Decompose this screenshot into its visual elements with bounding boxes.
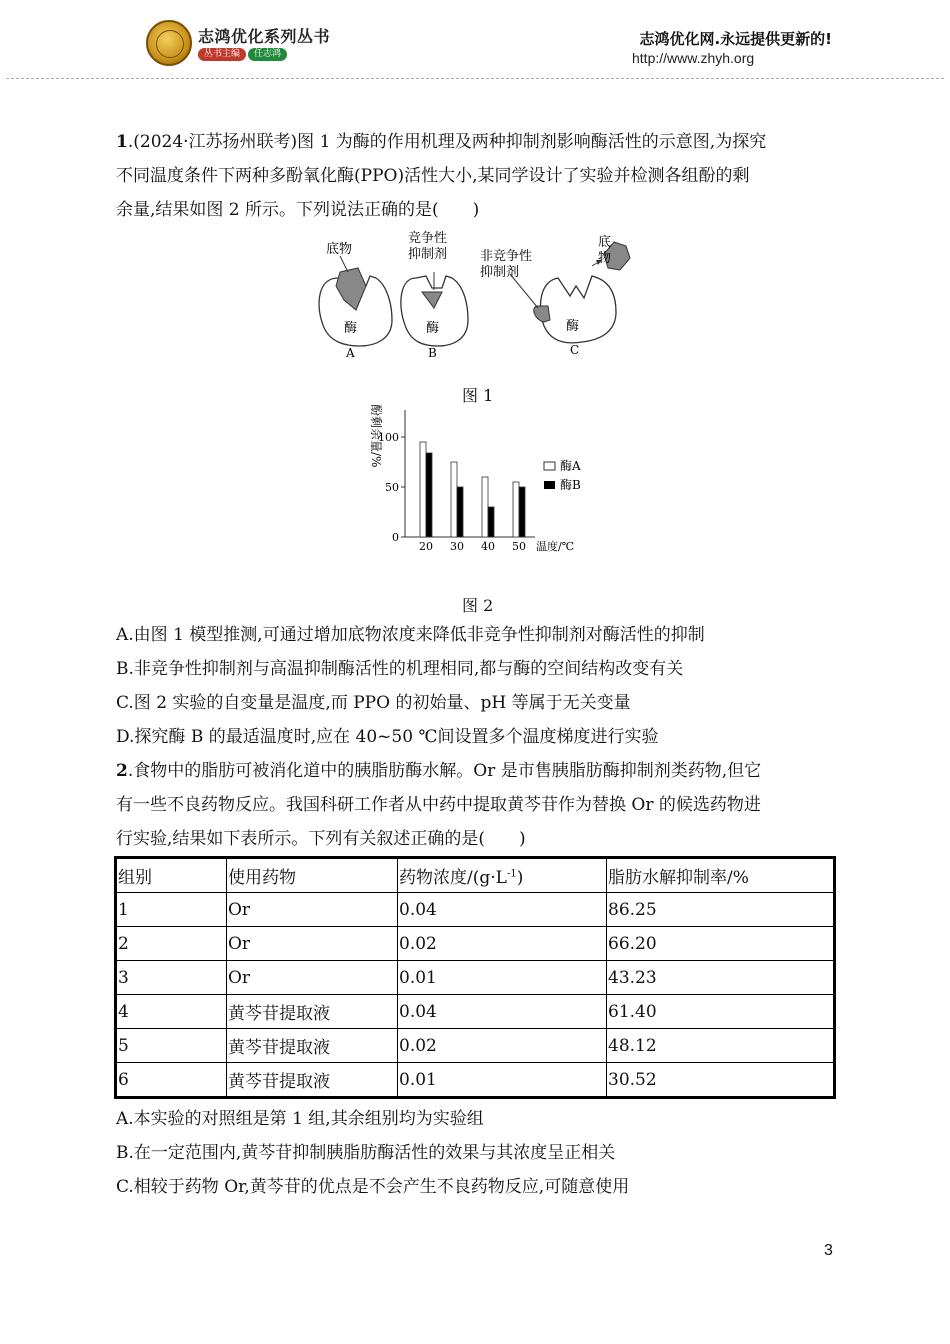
figure-1-caption: 图 1 — [462, 386, 494, 405]
table-cell: Or — [227, 961, 398, 995]
q2-line-1: 2.食物中的脂肪可被消化道中的胰脂肪酶水解。Or 是市售胰脂肪酶抑制剂类药物,但它 — [116, 761, 762, 781]
q2-line-3: 行实验,结果如下表所示。下列有关叙述正确的是( ) — [116, 829, 526, 849]
table-cell: 4 — [116, 995, 227, 1029]
noncompetitive-label-2: 抑制剂 — [480, 265, 520, 280]
q1-line-1: 1.(2024·江苏扬州联考)图 1 为酶的作用机理及两种抑制剂影响酶活性的示意图,为探究 — [116, 132, 767, 152]
bar-a-20 — [420, 442, 426, 537]
table-cell: 0.02 — [398, 927, 607, 961]
table-cell: 黄芩苷提取液 — [227, 1063, 398, 1098]
table-cell: 48.12 — [607, 1029, 835, 1063]
table-cell: 2 — [116, 927, 227, 961]
noncompetitive-label-1: 非竞争性 — [480, 249, 533, 264]
table-cell: 43.23 — [607, 961, 835, 995]
q2-option-c[interactable]: C.相较于药物 Or,黄芩苷的优点是不会产生不良药物反应,可随意使用 — [116, 1177, 630, 1197]
q2-line-2: 有一些不良药物反应。我国科研工作者从中药中提取黄芩苷作为替换 Or 的候选药物进 — [116, 795, 761, 815]
table-cell: 6 — [116, 1063, 227, 1098]
table-cell: 0.02 — [398, 1029, 607, 1063]
enzyme-label-a: 酶 — [344, 321, 358, 336]
x-tick-label: 30 — [450, 540, 464, 553]
substrate-c-label-2: 物 — [598, 251, 612, 266]
page-header — [0, 0, 950, 92]
x-tick-label: 50 — [512, 540, 526, 553]
table-row — [116, 927, 835, 961]
enzyme-b — [401, 230, 468, 360]
bar-b-50 — [519, 487, 525, 537]
q2-option-b[interactable]: B.在一定范围内,黄芩苷抑制胰脂肪酶活性的效果与其浓度呈正相关 — [116, 1143, 616, 1163]
q1-number: 1 — [116, 132, 128, 152]
table-row — [116, 995, 835, 1029]
enzyme-a — [319, 241, 392, 360]
table-cell: 66.20 — [607, 927, 835, 961]
table-cell: 30.52 — [607, 1063, 835, 1098]
q1-option-a[interactable]: A.由图 1 模型推测,可通过增加底物浓度来降低非竞争性抑制剂对酶活性的抑制 — [116, 625, 705, 645]
table-cell: 86.25 — [607, 893, 835, 927]
substrate-c-label-1: 底 — [598, 235, 612, 250]
table-cell: 黄芩苷提取液 — [227, 995, 398, 1029]
table-cell: 0.04 — [398, 893, 607, 927]
bar-b-20 — [426, 453, 432, 537]
header-inhibition-rate: 脂肪水解抑制率/% — [607, 858, 835, 893]
bar-a-40 — [482, 477, 488, 537]
header-url[interactable]: http://www.zhyh.org — [632, 50, 755, 66]
table-cell: 黄芩苷提取液 — [227, 1029, 398, 1063]
y-tick-label: 100 — [378, 431, 399, 444]
bar-b-30 — [457, 487, 463, 537]
publisher-logo-icon — [146, 20, 192, 66]
chart-legend — [544, 458, 581, 492]
diagram-label-c: C — [570, 343, 580, 357]
bar-a-50 — [513, 482, 519, 537]
figure-2-caption: 图 2 — [462, 596, 494, 615]
y-tick-label: 0 — [392, 531, 399, 544]
diagram-label-b: B — [428, 346, 437, 360]
x-tick-label: 40 — [481, 540, 495, 553]
q2-option-a[interactable]: A.本实验的对照组是第 1 组,其余组别均为实验组 — [116, 1109, 484, 1129]
table-cell: 61.40 — [607, 995, 835, 1029]
q1-line-2: 不同温度条件下两种多酚氧化酶(PPO)活性大小,某同学设计了实验并检测各组酚的剩 — [116, 166, 750, 186]
header-group: 组别 — [116, 858, 227, 893]
substrate-label: 底物 — [326, 242, 353, 257]
table-header-row — [116, 858, 835, 893]
table-cell: Or — [227, 927, 398, 961]
table-cell: 3 — [116, 961, 227, 995]
figure-1-diagram — [300, 226, 650, 362]
page-number: 3 — [824, 1242, 833, 1259]
y-axis-label: 酚剩余量/% — [369, 404, 383, 468]
table-row — [116, 893, 835, 927]
table-cell: 1 — [116, 893, 227, 927]
legend-swatch-a — [544, 462, 555, 470]
header-concentration: 药物浓度$/(g\cdot L^{-1})$ — [398, 858, 607, 893]
table-row — [116, 961, 835, 995]
enzyme-label-b: 酶 — [426, 321, 440, 336]
table-cell: 0.04 — [398, 995, 607, 1029]
table-cell: 5 — [116, 1029, 227, 1063]
table-cell: 0.01 — [398, 961, 607, 995]
competitive-label-1: 竞争性 — [408, 231, 448, 246]
q1-line-3: 余量,结果如图 2 所示。下列说法正确的是( ) — [116, 200, 480, 220]
x-axis-label: 温度/℃ — [536, 540, 575, 553]
enzyme-c — [480, 234, 630, 357]
legend-label-b: 酶B — [560, 478, 581, 492]
header-divider — [6, 78, 944, 79]
table-cell: Or — [227, 893, 398, 927]
bar-b-40 — [488, 507, 494, 537]
editor-name-tag: 任志鸿 — [248, 48, 287, 61]
table-row — [116, 1063, 835, 1098]
q1-option-c[interactable]: C.图 2 实验的自变量是温度,而 PPO 的初始量、pH 等属于无关变量 — [116, 693, 631, 713]
diagram-label-a: A — [346, 346, 355, 360]
q1-option-d[interactable]: D.探究酶 B 的最适温度时,应在 40~50 ℃间设置多个温度梯度进行实验 — [116, 727, 659, 747]
legend-swatch-b — [544, 481, 555, 489]
competitive-label-2: 抑制剂 — [408, 247, 448, 262]
enzyme-label-c: 酶 — [566, 319, 580, 334]
y-tick-label: 50 — [385, 481, 399, 494]
figure-2-chart — [360, 402, 600, 562]
bar-a-30 — [451, 462, 457, 537]
table-row — [116, 1029, 835, 1063]
q2-number: 2 — [116, 761, 128, 781]
series-title: 志鸿优化系列丛书 — [198, 27, 331, 46]
header-slogan: 志鸿优化网.永远提供更新的! — [639, 30, 832, 48]
table-cell: 0.01 — [398, 1063, 607, 1098]
q1-option-b[interactable]: B.非竞争性抑制剂与高温抑制酶活性的机理相同,都与酶的空间结构改变有关 — [116, 659, 684, 679]
legend-label-a: 酶A — [560, 459, 581, 473]
header-drug: 使用药物 — [227, 858, 398, 893]
results-table — [114, 856, 836, 1099]
editor-tag: 丛书主编 — [198, 48, 246, 61]
x-tick-label: 20 — [419, 540, 433, 553]
